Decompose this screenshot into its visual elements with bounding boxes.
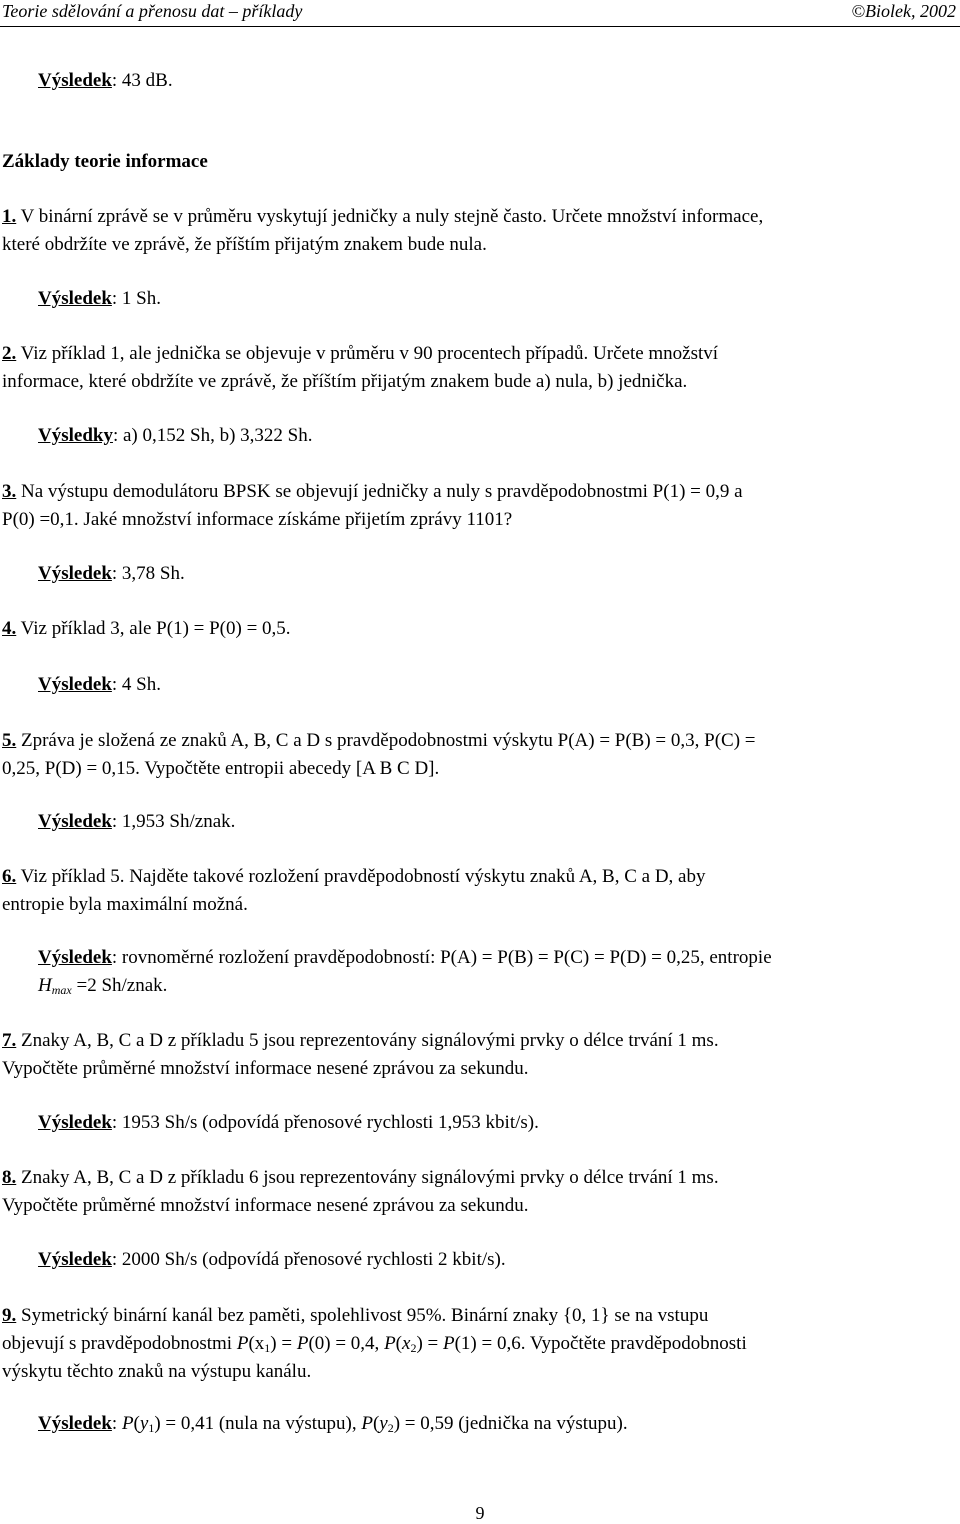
problem-8-result — [38, 1246, 506, 1274]
problem-number: 9. — [2, 1305, 17, 1326]
problem-4 — [2, 615, 958, 643]
math-symbol: P — [121, 1413, 134, 1434]
problem-2 — [2, 340, 958, 396]
result-text: : — [111, 1413, 122, 1434]
problem-6 — [2, 863, 958, 919]
section-title: Základy teorie informace — [2, 151, 208, 172]
problem-text: které obdržíte ve zprávě, že příštím přijatým znakem bude nula. — [2, 234, 487, 255]
problem-text: Viz příklad 5. Najděte takové rozložení pravděpodobností výskytu znaků A, B, C a D, aby — [20, 866, 706, 887]
subscript: 2 — [410, 1341, 417, 1355]
math-symbol: P — [361, 1413, 373, 1434]
result-text: : rovnoměrné rozložení pravděpodobností: P(A) = P(B) = P(C) = P(D) = 0,25, entropie — [111, 947, 772, 968]
problem-8 — [2, 1164, 958, 1220]
problem-text: P(0) =0,1. Jaké množství informace získáme přijetím zprávy 1101? — [2, 509, 513, 530]
subscript: 1 — [148, 1421, 155, 1435]
problem-text: Symetrický binární kanál bez paměti, spolehlivost 95%. Binární znaky {0, 1} se na vstupu — [21, 1305, 709, 1326]
problem-number: 8. — [2, 1167, 17, 1188]
problem-text: Viz příklad 3, ale P(1) = P(0) = 0,5. — [20, 618, 291, 639]
math-symbol: P — [236, 1333, 249, 1354]
result-text: ) = 0,59 (jednička na výstupu). — [393, 1413, 628, 1434]
problem-text: Znaky A, B, C a D z příkladu 5 jsou reprezentovány signálovými prvky o délce trvání 1 ms. — [21, 1030, 719, 1051]
problem-7-result — [38, 1109, 539, 1137]
problem-number: 5. — [2, 730, 17, 751]
problem-text: Zpráva je složená ze znaků A, B, C a D s pravděpodobnostmi výskytu P(A) = P(B) = 0,3, P(C) = — [21, 730, 756, 751]
problem-number: 2. — [2, 343, 17, 364]
math-symbol: y — [139, 1413, 149, 1434]
problem-5-result — [38, 808, 235, 836]
subscript: 1 — [264, 1341, 271, 1355]
top-result — [38, 67, 173, 95]
result-label: Výsledky — [38, 425, 113, 446]
problem-text: výskytu těchto znaků na výstupu kanálu. — [2, 1361, 312, 1382]
result-text: : 2000 Sh/s (odpovídá přenosové rychlosti 2 kbit/s). — [111, 1249, 506, 1270]
result-text: : 1,953 Sh/znak. — [111, 811, 236, 832]
header-author: ©Biolek, 2002 — [851, 1, 956, 21]
problem-6-result — [38, 944, 772, 1000]
result-label: Výsledek — [38, 674, 112, 695]
problem-text: Vypočtěte průměrné množství informace nesené zprávou za sekundu. — [2, 1058, 529, 1079]
problem-2-result — [38, 422, 312, 450]
problem-number: 1. — [2, 206, 17, 227]
result-label: Výsledek — [38, 1413, 112, 1434]
problem-3-result — [38, 560, 185, 588]
problem-3 — [2, 478, 958, 534]
problem-text: Vypočtěte průměrné množství informace nesené zprávou za sekundu. — [2, 1195, 529, 1216]
problem-number: 7. — [2, 1030, 17, 1051]
result-label: Výsledek — [38, 70, 112, 91]
result-label: Výsledek — [38, 288, 112, 309]
result-text: : 3,78 Sh. — [111, 563, 185, 584]
math-symbol: x — [254, 1333, 265, 1354]
problem-text: (0) = 0,4, — [308, 1333, 385, 1354]
math-symbol: x — [402, 1333, 411, 1354]
math-symbol: P — [442, 1333, 455, 1354]
math-symbol: P — [296, 1333, 309, 1354]
result-text: =2 Sh/znak. — [71, 975, 168, 996]
result-text: : 4 Sh. — [111, 674, 162, 695]
problem-text: Na výstupu demodulátoru BPSK se objevují jedničky a nuly s pravděpodobnostmi P(1) = 0,9 a — [21, 481, 743, 502]
problem-1-result — [38, 285, 161, 313]
problem-text: 0,25, P(D) = 0,15. Vypočtěte entropii abecedy [A B C D]. — [2, 758, 440, 779]
entropy-symbol: H — [38, 975, 52, 996]
problem-9-result: Výsledek: $P(y_1) = 0,41$ (nula na výstupu), $P(y_2) = 0,59$ (jednička na výstupu). — [38, 1413, 628, 1435]
page-number: 9 — [475, 1503, 485, 1523]
result-label: Výsledek — [38, 1249, 112, 1270]
result-label: Výsledek — [38, 563, 112, 584]
problem-text: informace, které obdržíte ve zprávě, že příštím přijatým znakem bude a) nula, b) jednička. — [2, 371, 688, 392]
result-label: Výsledek — [38, 947, 112, 968]
math-symbol: P — [384, 1333, 396, 1354]
result-label: Výsledek — [38, 1112, 112, 1133]
problem-text: ) = — [416, 1333, 443, 1354]
problem-text: (1) = 0,6. Vypočtěte pravděpodobnosti — [454, 1333, 747, 1354]
problem-text: Viz příklad 1, ale jednička se objevuje v průměru v 90 procentech případů. Určete množství — [20, 343, 719, 364]
result-label: Výsledek — [38, 811, 112, 832]
problem-text: entropie byla maximální možná. — [2, 894, 248, 915]
problem-number: 3. — [2, 481, 17, 502]
problem-number: 4. — [2, 618, 17, 639]
subscript: 2 — [387, 1421, 394, 1435]
problem-number: 6. — [2, 866, 17, 887]
problem-7 — [2, 1027, 958, 1083]
problem-1 — [2, 203, 958, 259]
entropy-subscript: max — [51, 983, 72, 997]
problem-text: Znaky A, B, C a D z příkladu 6 jsou reprezentovány signálovými prvky o délce trvání 1 ms. — [21, 1167, 719, 1188]
result-text: ) = 0,41 (nula na výstupu), — [154, 1413, 362, 1434]
problem-text: ) = — [270, 1333, 297, 1354]
problem-9: 9. Symetrický binární kanál bez paměti, spolehlivost 95%. Binární znaky {0, 1} se na vstupu objevují s pravděpodobnostmi $P(x_1) = P(0) = 0,4$, $P(x_2) = P(1) = 0,6$. Vypočtěte pravděpodobnosti výskytu těchto znaků na výstupu kanálu. — [2, 1305, 747, 1382]
result-text: : 1 Sh. — [111, 288, 162, 309]
problem-text: objevují s pravděpodobnostmi — [2, 1333, 237, 1354]
problem-4-result — [38, 671, 161, 699]
result-text: : 1953 Sh/s (odpovídá přenosové rychlosti 1,953 kbit/s). — [111, 1112, 539, 1133]
header-title: Teorie sdělování a přenosu dat – příklady — [2, 1, 303, 21]
result-text: : 43 dB. — [111, 70, 173, 91]
math-symbol: y — [379, 1413, 388, 1434]
problem-text: V binární zprávě se v průměru vyskytují jedničky a nuly stejně často. Určete množství informace, — [20, 206, 764, 227]
problem-5 — [2, 727, 958, 783]
result-text: : a) 0,152 Sh, b) 3,322 Sh. — [112, 425, 313, 446]
page-header — [0, 0, 960, 27]
